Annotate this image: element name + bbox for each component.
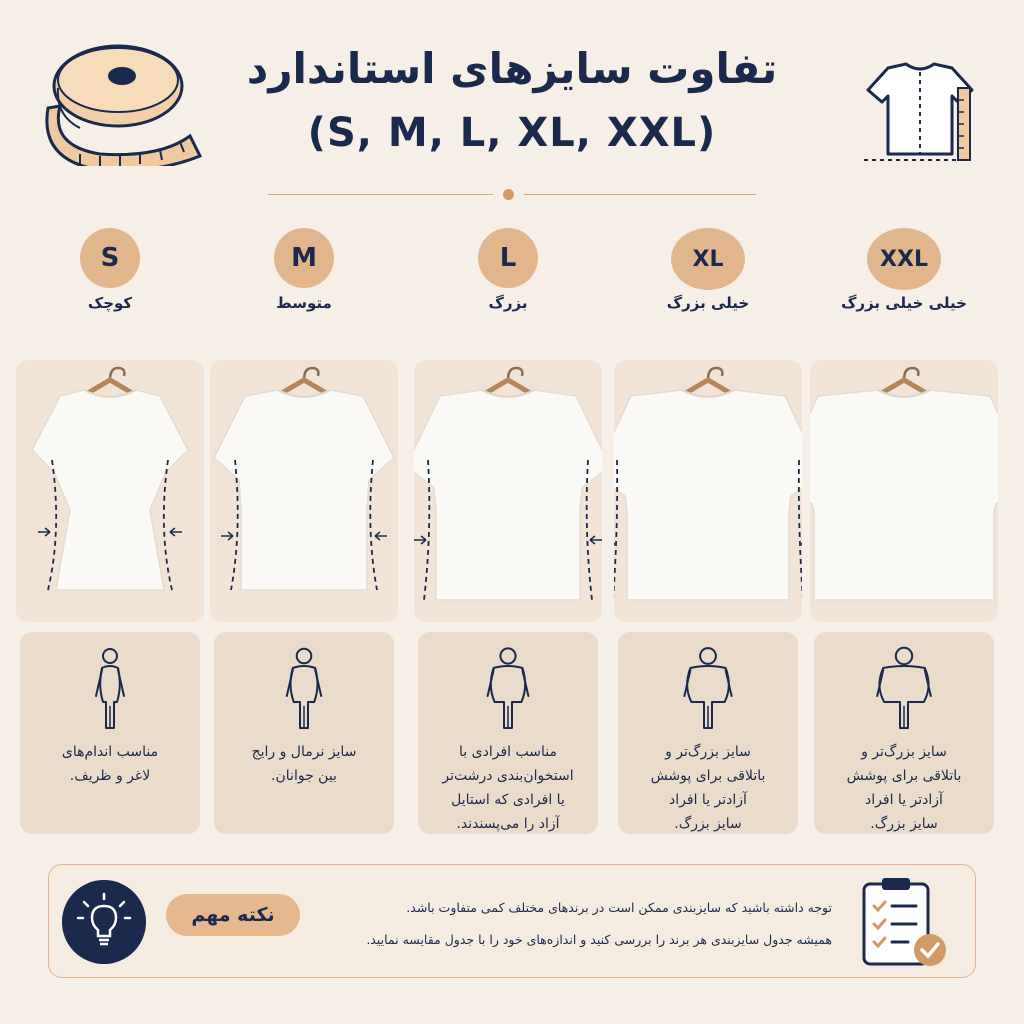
size-badge: S [80,228,140,288]
t-shirt-image [414,360,602,622]
size-badge: L [478,228,538,288]
size-description: مناسب افرادی با استخوان‌بندی درشت‌تر یا افرادی که استایل آزاد را می‌پسندند. [442,744,574,832]
size-description: سایز نرمال و رایج بین جوانان. [251,744,357,784]
body-figure-icon [480,646,536,730]
note-line-2: همیشه جدول سایزبندی هر برند را بررسی کنید و اندازه‌های خود را با جدول مقایسه نمایید. [366,932,832,947]
page-title: تفاوت سایزهای استاندارد [246,44,778,93]
body-figure-icon [876,646,932,730]
shirt-display [414,360,602,622]
size-name: کوچک [87,294,133,312]
clipboard-checklist-icon [858,874,950,970]
shirt-display [614,360,802,622]
body-figure-icon [680,646,736,730]
size-badge: M [274,228,334,288]
note-label: نکته مهم [166,894,300,936]
size-name: خیلی خیلی بزرگ [841,294,967,312]
size-info-card [418,632,598,834]
size-description: مناسب اندام‌های لاغر و ظریف. [61,744,159,784]
size-badge: XL [671,228,745,290]
t-shirt-image [16,360,204,622]
t-shirt-image [614,360,802,622]
size-name: بزرگ [488,294,528,312]
size-badge: XXL [867,228,941,290]
page-subtitle: (S, M, L, XL, XXL) [307,110,717,156]
t-shirt-image [210,360,398,622]
lightbulb-icon [62,880,146,964]
size-info-card [618,632,798,834]
size-description: سایز بزرگ‌تر و باتلاقی برای پوشش آزادتر یا افراد سایز بزرگ. [650,744,766,832]
size-info-card [814,632,994,834]
size-info-card [20,632,200,834]
note-line-1: توجه داشته باشید که سایزبندی ممکن است در برندهای مختلف کمی متفاوت باشد. [406,900,832,915]
body-figure-icon [82,646,138,730]
shirt-display [810,360,998,622]
size-name: خیلی بزرگ [666,294,750,312]
t-shirt-image [810,360,998,622]
size-name: متوسط [276,294,332,312]
shirt-display [210,360,398,622]
size-description: سایز بزرگ‌تر و باتلاقی برای پوشش آزادتر یا افراد سایز بزرگ. [846,744,962,832]
shirt-display [16,360,204,622]
size-info-card [214,632,394,834]
body-figure-icon [276,646,332,730]
